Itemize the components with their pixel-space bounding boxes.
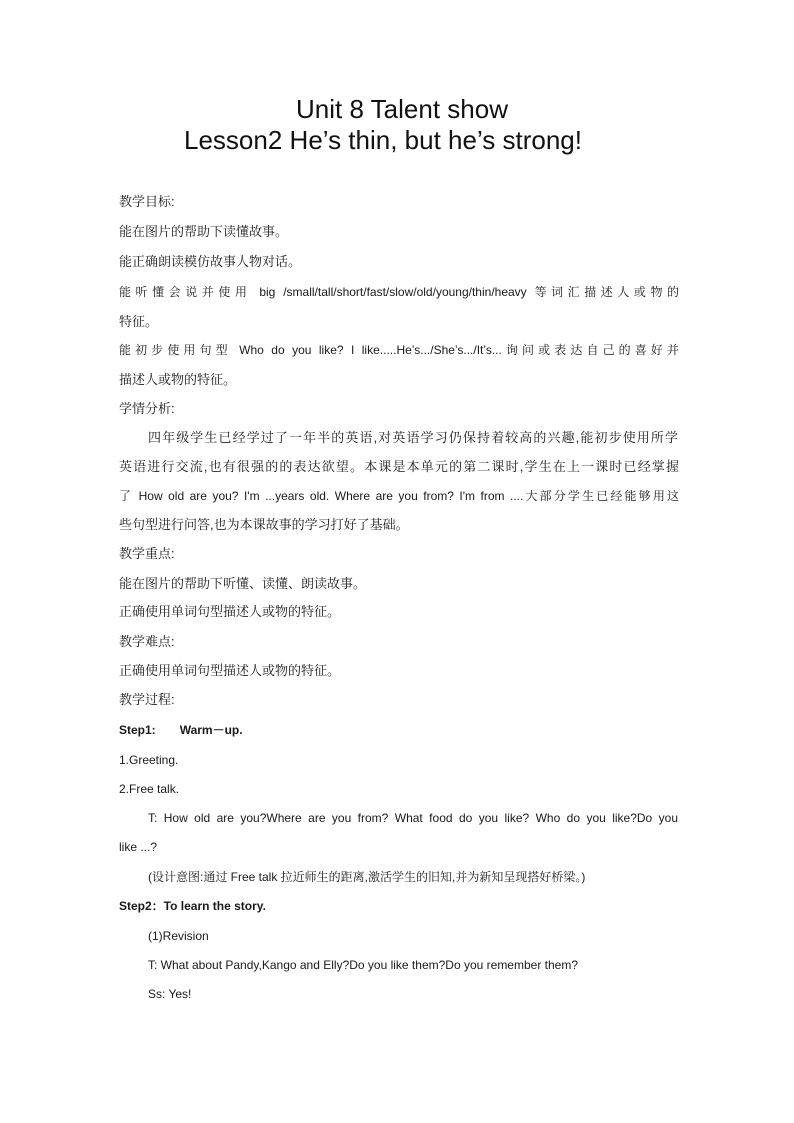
goals-heading: 教学目标: — [119, 194, 175, 209]
goal-1: 能在图片的帮助下读懂故事。 — [119, 224, 289, 239]
step1-label: Step1: — [119, 723, 156, 737]
step1-dialog-line1: T: How old are you?Where are you from? What food do you like? Who do you like?Do you — [148, 811, 678, 825]
step1-item-free-talk: 2.Free talk. — [119, 782, 180, 796]
analysis-line1: 四年级学生已经学过了一年半的英语,对英语学习仍保持着较高的兴趣,能初步使用所学 — [148, 430, 678, 445]
goal-4-line1: 能初步使用句型 Who do you like? I like.....He’s.../She’s.../It’s...询问或表达自己的喜好并 — [119, 343, 679, 357]
step2-teacher-line: T: What about Pandy,Kango and Elly?Do you like them?Do you remember them? — [148, 958, 579, 972]
difficulty-heading: 教学难点: — [119, 634, 175, 649]
step1-design-intent: (设计意图:通过 Free talk 拉近师生的距离,激活学生的旧知,并为新知呈现搭好桥梁。) — [148, 870, 586, 884]
step1-heading — [119, 721, 679, 739]
difficulty-1: 正确使用单词句型描述人或物的特征。 — [119, 663, 341, 678]
unit-title: Unit 8 Talent show — [296, 94, 508, 124]
step1-dialog-line2: like ...? — [119, 840, 158, 854]
analysis-line4: 些句型进行问答,也为本课故事的学习打好了基础。 — [119, 517, 409, 532]
analysis-line2: 英语进行交流,也有很强的的表达欲望。本课是本单元的第二课时,学生在上一课时已经掌握 — [119, 459, 679, 474]
step1-item-greeting: 1.Greeting. — [119, 753, 179, 767]
keypoint-2: 正确使用单词句型描述人或物的特征。 — [119, 604, 341, 619]
goal-4-line2: 描述人或物的特征。 — [119, 372, 237, 387]
step1-title: Warm－up. — [179, 723, 243, 737]
keypoints-heading: 教学重点: — [119, 546, 175, 561]
goal-3-line1: 能听懂会说并使用 big /small/tall/short/fast/slow/old/young/thin/heavy 等词汇描述人或物的 — [119, 285, 679, 299]
lesson-title: Lesson2 He’s thin, but he’s strong! — [184, 125, 582, 155]
step2-students-line: Ss: Yes! — [148, 987, 192, 1001]
keypoint-1: 能在图片的帮助下听懂、读懂、朗读故事。 — [119, 576, 367, 591]
step2-heading: Step2：To learn the story. — [119, 899, 266, 913]
goal-3-line2: 特征。 — [119, 314, 159, 329]
step2-revision: (1)Revision — [148, 929, 209, 943]
goal-2: 能正确朗读模仿故事人物对话。 — [119, 254, 302, 269]
analysis-heading: 学情分析: — [119, 401, 175, 416]
process-heading: 教学过程: — [119, 692, 175, 707]
analysis-line3: 了 How old are you? I'm ...years old. Where are you from? I'm from ....大部分学生已经能够用这 — [119, 489, 679, 503]
